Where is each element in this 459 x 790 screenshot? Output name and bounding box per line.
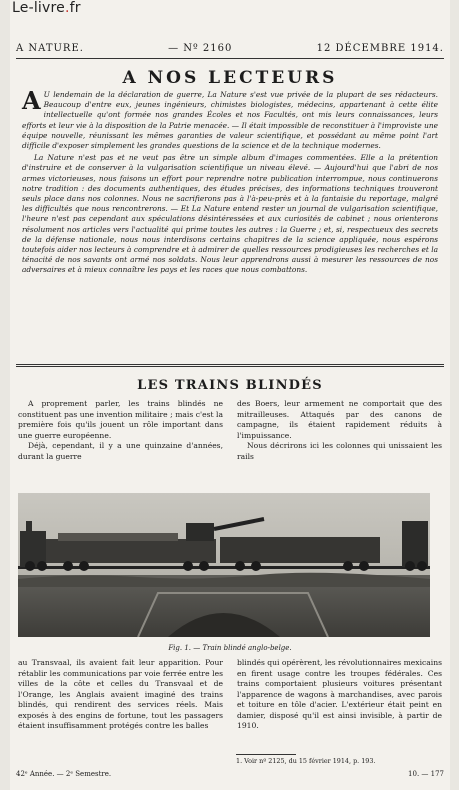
newspaper-page xyxy=(10,0,450,790)
article-column-right xyxy=(237,399,442,485)
article-paragraph: Nous décrirons ici les colonnes qui unissaient les rails xyxy=(237,441,442,461)
armored-wagon xyxy=(46,539,216,563)
editorial-paragraph-text: U lendemain de la déclaration de guerre, La Nature s'est vue privée de la plupart de ses rédacteurs. Beaucoup d'entre eux, jeunes ingénieurs, chimistes biologistes, médecins, appartenant à cette élite intellectuelle qu'ont formée nos grandes Écoles et nos Facultés, ont mis leurs connaissances, leurs efforts et leur vie à la disposition de la Patrie menacée. — Il était impossible de reconstituer à l'improviste une équipe nouvelle, réunissant les mêmes garanties de valeur scientifique, et possédant au même point l'art difficile d'exposer simplement les grandes questions de la science et de la technique modernes. xyxy=(22,90,438,151)
page-footer xyxy=(16,770,444,778)
header-journal: A NATURE. xyxy=(16,43,84,54)
rear-wagon xyxy=(402,521,428,567)
article-paragraph: A proprement parler, les trains blindés ne constituent pas une invention militaire ; mais c'est la première fois qu'ils jouent un rôle important dans une guerre européenne. xyxy=(18,399,223,440)
site-watermark xyxy=(12,0,81,16)
footnote: 1. Voir nº 2125, du 15 février 1914, p. 193. xyxy=(236,757,376,765)
gun-turret xyxy=(186,523,214,541)
running-header xyxy=(10,43,450,54)
armored-train-photo xyxy=(18,493,430,637)
drop-cap: A xyxy=(22,86,41,115)
watermark-text: Le-livre xyxy=(12,0,65,16)
watermark-dot: . xyxy=(64,0,70,16)
header-date: 12 DÉCEMBRE 1914. xyxy=(316,43,444,54)
article-column-right xyxy=(237,658,442,752)
article-column-left xyxy=(18,399,223,485)
footnote-rule xyxy=(236,754,296,755)
header-issue: — Nº 2160 xyxy=(168,43,233,54)
editorial-title: A NOS LECTEURS xyxy=(122,68,338,88)
article-column-left xyxy=(18,658,223,752)
section-rule-double xyxy=(16,366,444,367)
editorial-paragraph: La Nature n'est pas et ne veut pas être un simple album d'images commentées. Elle a la prétention d'instruire et de conserver à la vulgarisation scientifique un niveau élevé. — Aujourd'hui que l'abri de nos armes victorieuses, nous faisons un effort pour reprendre notre publication interrompue, nous continuerons notre tradition : des documents authentiques, des études précises, des informations techniques trouveront seuls place dans nos colonnes. Nous ne sacrifierons pas à l'à-peu-près et à la fantaisie du reportage, malgré les difficultés que nous rencontrerons. — Et La Nature entend rester un journal de vulgarisation scientifique, l'heure n'est pas cependant aux spéculations désintéressées et aux curiosités de cabinet ; nous orienterons résolument nos articles vers l'actualité qui prime toutes les autres : la Guerre ; et, si, respectueux des secrets de la défense nationale, nous nous interdisons certains chapitres de la science appliquée, nous espérons toutefois aider nos lecteurs à comprendre et à admirer de quelles ressources prodigieuses les recherches et la ténacité de nos savants ont armé nos soldats. Nous leur apprendrons aussi à mesurer les ressources de nos adversaires et à mieux connaître les pays et les races que nous combattons. xyxy=(22,153,438,275)
article-paragraph: au Transvaal, ils avaient fait leur apparition. Pour rétablir les communications par voie ferrée entre les villes de la côte et celles du Transvaal et de l'Orange, les Anglais avaient imaginé des trains blindés, qui rendirent des services réels. Mais exposés à des engins de fortune, tout les passagers étaient insuffisamment protégés contre les balles xyxy=(18,658,223,730)
article-title: LES TRAINS BLINDÉS xyxy=(137,378,323,393)
article-paragraph: Déjà, cependant, il y a une quinzaine d'années, durant la guerre xyxy=(18,441,223,461)
section-rule xyxy=(16,364,444,365)
armored-train-illustration xyxy=(18,493,430,637)
figure-caption: Fig. 1. — Train blindé anglo-belge. xyxy=(168,644,292,652)
editorial-paragraph xyxy=(22,86,438,151)
article-paragraph: des Boers, leur armement ne comportait que des mitrailleuses. Attaqués par des canons de campagne, ils étaient rapidement réduits à l'impuissance. xyxy=(237,399,442,440)
footer-volume: 42ᵉ Année. — 2ᵉ Semestre. xyxy=(16,770,112,778)
article-bottom-columns xyxy=(18,658,442,752)
editorial-body xyxy=(22,86,438,278)
article-top-columns xyxy=(18,399,442,485)
watermark-domain: fr xyxy=(69,0,81,16)
header-rule xyxy=(16,58,444,59)
armored-wagon xyxy=(220,537,380,563)
article-paragraph: blindés qui opérèrent, les révolutionnaires mexicains en firent usage contre les troupes fédérales. Ces trains comportaient plusieurs voitures présentant l'apparence de wagons à marchandises, avec parois et toiture en tôle d'acier. L'extérieur était peint en damier, disposé qu'il est ainsi invisible, à partir de 1910. xyxy=(237,658,442,730)
page-number: 10. — 177 xyxy=(408,770,444,778)
